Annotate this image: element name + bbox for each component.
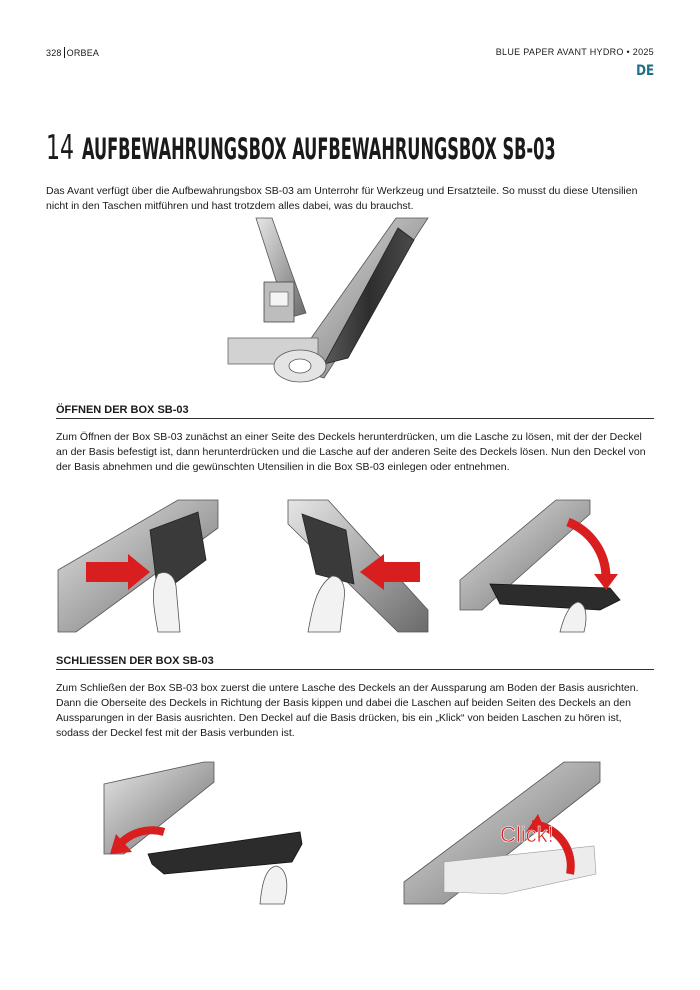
section-number: 14 — [46, 128, 75, 168]
click-label: Click! — [500, 822, 554, 847]
open-step-2-illustration — [288, 500, 428, 632]
page-header-left — [46, 47, 99, 58]
open-heading: ÖFFNEN DER BOX SB-03 — [56, 404, 654, 419]
brand-name: ORBEA — [66, 48, 100, 58]
section-title-text: AUFBEWAHRUNGSBOX AUFBEWAHRUNGSBOX SB-03 — [81, 132, 556, 166]
open-step-1-illustration — [58, 500, 218, 632]
header-separator — [64, 47, 65, 58]
frame-storage-box-illustration — [228, 218, 428, 388]
language-tag: DE — [635, 63, 654, 79]
close-step-1-illustration — [104, 762, 306, 904]
close-heading: SCHLIESSEN DER BOX SB-03 — [56, 655, 654, 670]
intro-paragraph: Das Avant verfügt über die Aufbewahrungsbox SB-03 am Unterrohr für Werkzeug und Ersatzteile. So musst du diese Utensilien nicht in den Taschen mitführen und hast trotzdem alles dabei, was du brauchst. — [46, 185, 638, 212]
close-step-2-illustration — [404, 762, 600, 904]
open-instructions: Zum Öffnen der Box SB-03 zunächst an einer Seite des Deckels herunterdrücken, um die Lasche zu lösen, mit der der Deckel an der Basis befestigt ist, dann herunterdrücken und die Lasche auf der anderen Seite des Deckels lösen. Nun den Deckel von der Basis abnehmen und die gewünschten Utensilien in die Box SB-03 einlegen oder entnehmen. — [56, 431, 646, 473]
document-title: BLUE PAPER AVANT HYDRO • 2025 — [495, 47, 654, 57]
close-instructions: Zum Schließen der Box SB-03 box zuerst die untere Lasche des Deckels an der Aussparung am Boden der Basis ausrichten. Dann die Oberseite des Deckels in Richtung der Basis kippen und dabei die Laschen auf beiden Seiten des Deckels an den Aussparungen in der Basis ausrichten. Den Deckel auf die Basis drücken, bis ein „Klick“ von beiden Laschen zu hören ist, sodass der Deckel fest mit der Basis verbunden ist. — [56, 682, 639, 739]
section-title — [46, 128, 700, 168]
rotate-arrow-icon — [568, 522, 606, 578]
open-step-3-illustration — [460, 500, 630, 632]
page-number: 328 — [46, 48, 62, 58]
